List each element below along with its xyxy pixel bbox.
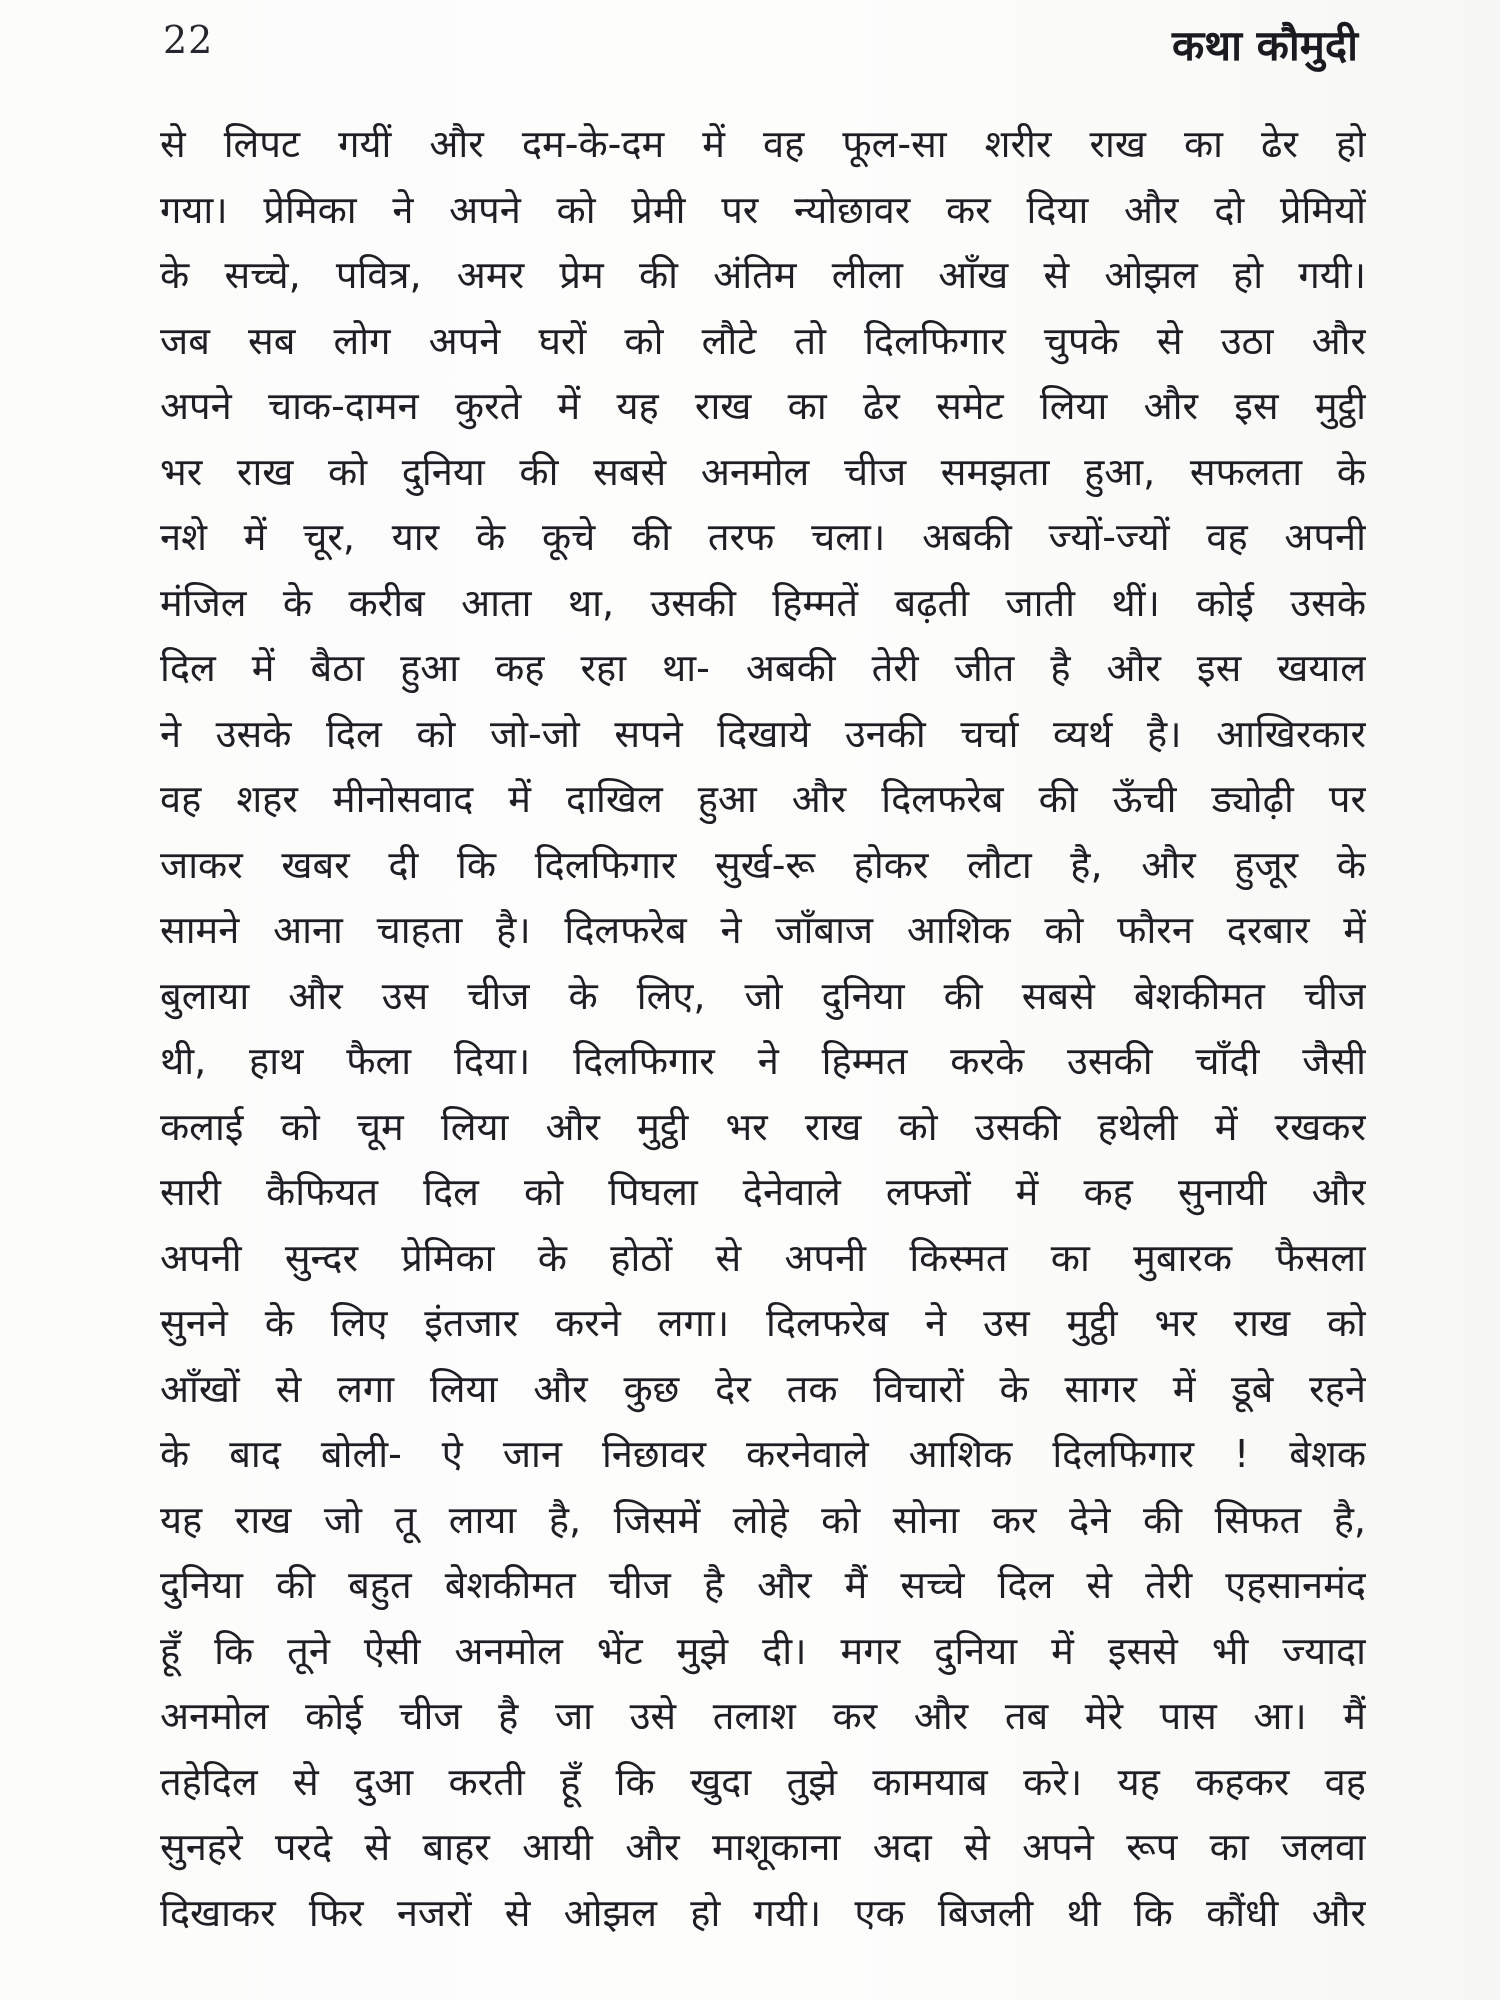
text-line: से लिपट गयीं और दम-के-दम में वह फूल-सा शरीर राख का ढेर हो — [160, 122, 1366, 166]
text-line: अपनी सुन्दर प्रेमिका के होठों से अपनी किस्मत का मुबारक फैसला — [160, 1235, 1366, 1280]
text-line: हूँ कि तूने ऐसी अनमोल भेंट मुझे दी। मगर दुनिया में इससे भी ज्यादा — [160, 1628, 1366, 1673]
text-line: जब सब लोग अपने घरों को लौटे तो दिलफिगार चुपके से उठा और — [160, 318, 1366, 363]
text-line: आँखों से लगा लिया और कुछ देर तक विचारों के सागर में डूबे रहने — [160, 1366, 1366, 1411]
text-line: अनमोल कोई चीज है जा उसे तलाश कर और तब मेरे पास आ। मैं — [160, 1694, 1366, 1738]
page-number: 22 — [163, 18, 214, 62]
text-line: के बाद बोली- ऐ जान निछावर करनेवाले आशिक दिलफिगार ! बेशक — [160, 1432, 1366, 1476]
text-line: सुनहरे परदे से बाहर आयी और माशूकाना अदा से अपने रूप का जलवा — [160, 1825, 1366, 1869]
text-line: सुनने के लिए इंतजार करने लगा। दिलफरेब ने उस मुट्ठी भर राख को — [160, 1301, 1366, 1345]
text-line: कलाई को चूम लिया और मुट्ठी भर राख को उसकी हथेली में रखकर — [160, 1104, 1366, 1149]
text-line: दिल में बैठा हुआ कह रहा था- अबकी तेरी जीत है और इस खयाल — [160, 646, 1366, 690]
text-line: जाकर खबर दी कि दिलफिगार सुर्ख-रू होकर लौटा है, और हुजूर के — [160, 842, 1366, 887]
text-line: ने उसके दिल को जो-जो सपने दिखाये उनकी चर्चा व्यर्थ है। आखिरकार — [160, 711, 1366, 756]
running-title: कथा कौमुदी — [1171, 21, 1358, 70]
text-line: वह शहर मीनोसवाद में दाखिल हुआ और दिलफरेब की ऊँची ड्योढ़ी पर — [160, 777, 1366, 821]
text-line: बुलाया और उस चीज के लिए, जो दुनिया की सबसे बेशकीमत चीज — [160, 973, 1366, 1018]
text-line: तहेदिल से दुआ करती हूँ कि खुदा तुझे कामयाब करे। यह कहकर वह — [160, 1759, 1366, 1804]
text-line: दिखाकर फिर नजरों से ओझल हो गयी। एक बिजली थी कि कौंधी और — [160, 1890, 1366, 1935]
text-line: थी, हाथ फैला दिया। दिलफिगार ने हिम्मत करके उसकी चाँदी जैसी — [160, 1039, 1366, 1083]
body-text — [160, 112, 1366, 1946]
text-line: अपने चाक-दामन कुरते में यह राख का ढेर समेट लिया और इस मुट्ठी — [160, 384, 1366, 428]
text-line: के सच्चे, पवित्र, अमर प्रेम की अंतिम लीला आँख से ओझल हो गयी। — [160, 253, 1366, 297]
text-line: नशे में चूर, यार के कूचे की तरफ चला। अबकी ज्यों-ज्यों वह अपनी — [160, 515, 1366, 559]
text-line: गया। प्रेमिका ने अपने को प्रेमी पर न्योछावर कर दिया और दो प्रेमियों — [160, 187, 1366, 232]
text-line: सामने आना चाहता है। दिलफरेब ने जाँबाज आशिक को फौरन दरबार में — [160, 908, 1366, 952]
text-line: यह राख जो तू लाया है, जिसमें लोहे को सोना कर देने की सिफत है, — [160, 1497, 1366, 1542]
text-line: भर राख को दुनिया की सबसे अनमोल चीज समझता हुआ, सफलता के — [160, 449, 1366, 494]
text-line: दुनिया की बहुत बेशकीमत चीज है और मैं सच्चे दिल से तेरी एहसानमंद — [160, 1563, 1366, 1607]
text-line: सारी कैफियत दिल को पिघला देनेवाले लफ्जों में कह सुनायी और — [160, 1170, 1366, 1214]
text-line: मंजिल के करीब आता था, उसकी हिम्मतें बढ़ती जाती थीं। कोई उसके — [160, 580, 1366, 625]
